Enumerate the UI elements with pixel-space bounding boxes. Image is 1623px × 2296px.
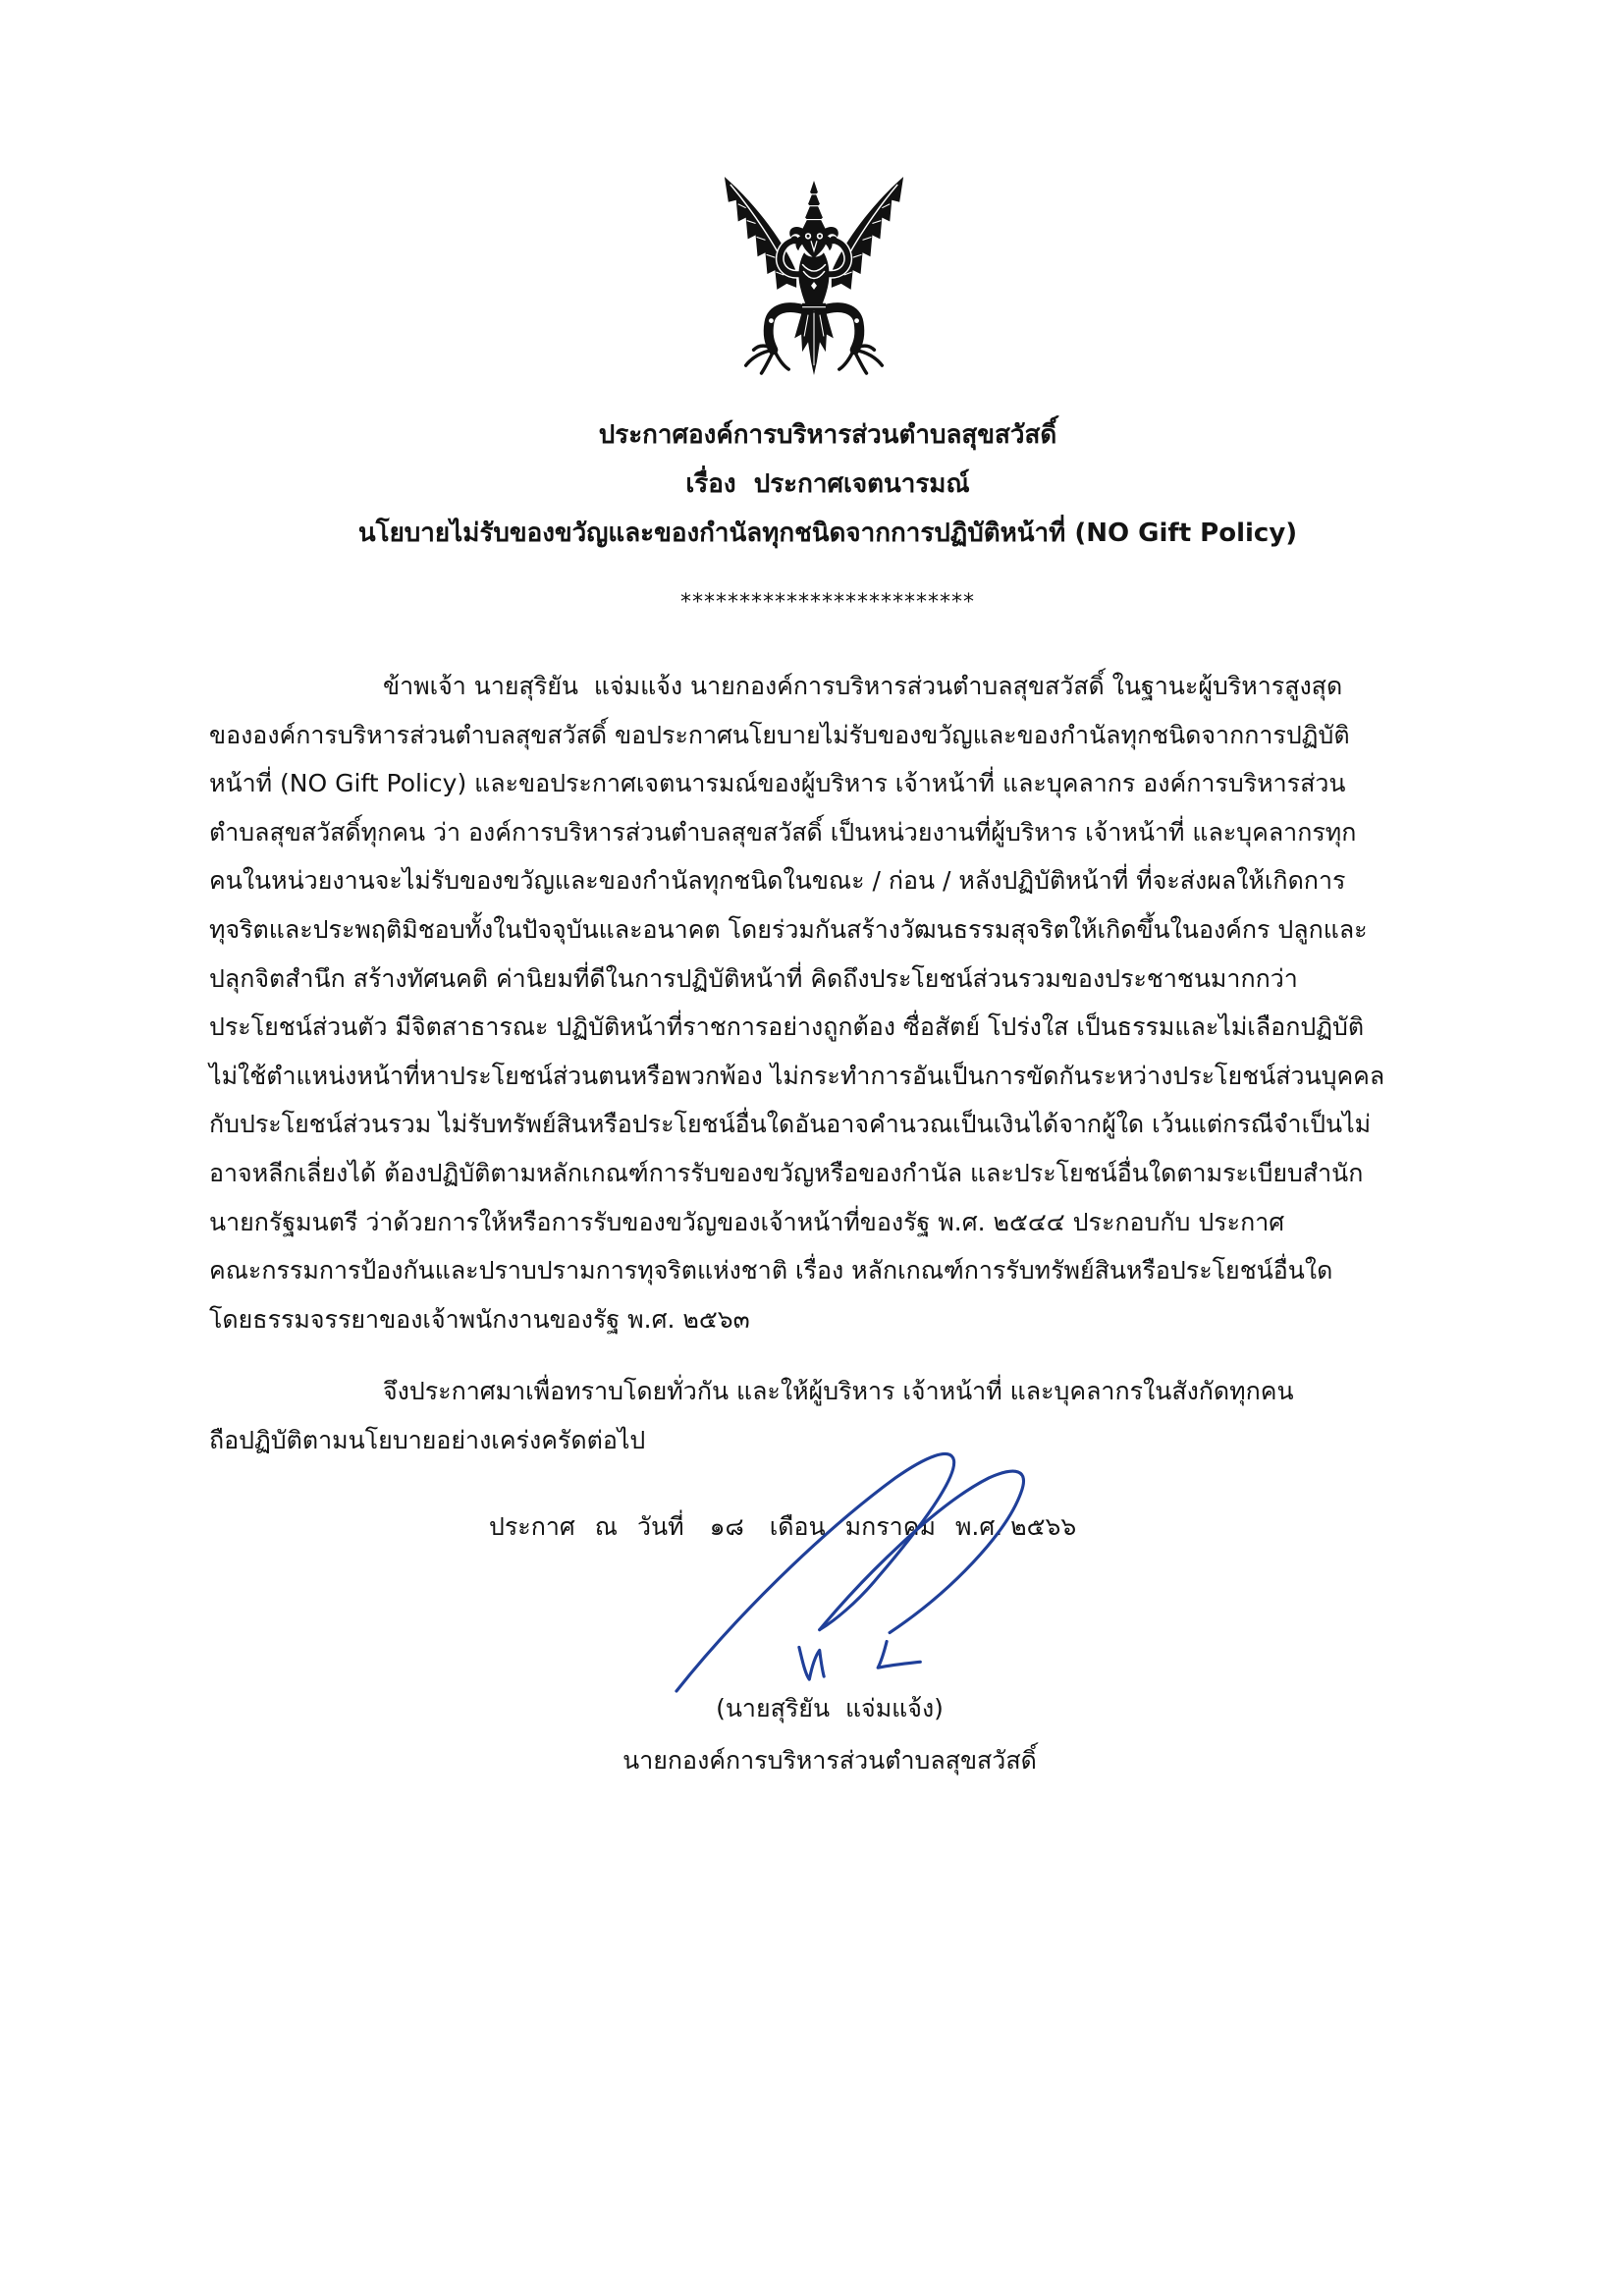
body-line: ทุจริตและประพฤติมิชอบทั้งในปัจจุบันและอนาคต โดยร่วมกันสร้างวัฒนธรรมสุจริตให้เกิดขึ้นในองค์กร ปลูกและ xyxy=(209,914,1368,944)
date-at-label: ณ xyxy=(594,1512,618,1541)
body-line: ขององค์การบริหารส่วนตำบลสุขสวัสดิ์ ขอประกาศนโยบายไม่รับของขวัญและของกำนัลทุกชนิดจากการปฏิบัติ xyxy=(209,720,1350,749)
body-line: กับประโยชน์ส่วนรวม ไม่รับทรัพย์สินหรือประโยชน์อื่นใดอันอาจคำนวณเป็นเงินได้จากผู้ใด เว้นแต่กรณีจำเป็นไม่ xyxy=(209,1110,1372,1139)
body-line: ประโยชน์ส่วนตัว มีจิตสาธารณะ ปฏิบัติหน้าที่ราชการอย่างถูกต้อง ซื่อสัตย์ โปร่งใส เป็นธรรมและไม่เลือกปฏิบัติ xyxy=(209,1012,1365,1042)
policy-title: นโยบายไม่รับของขวัญและของกำนัลทุกชนิดจากการปฏิบัติหน้าที่ (NO Gift Policy) xyxy=(357,519,1298,548)
body-line: คนในหน่วยงานจะไม่รับของขวัญและของกำนัลทุกชนิดในขณะ / ก่อน / หลังปฏิบัติหน้าที่ ที่จะส่งผลให้เกิดการ xyxy=(209,866,1346,896)
body-line: ไม่ใช้ตำแหน่งหน้าที่หาประโยชน์ส่วนตนหรือพวกพ้อง ไม่กระทำการอันเป็นการขัดกันระหว่างประโยชน์ส่วนบุคคล xyxy=(209,1061,1385,1090)
date-year: พ.ศ. ๒๕๖๖ xyxy=(954,1512,1077,1541)
body-line: อาจหลีกเลี่ยงได้ ต้องปฏิบัติตามหลักเกณฑ์การรับของขวัญหรือของกำนัล และประโยชน์อื่นใดตามระเบียบสำนัก xyxy=(209,1158,1364,1187)
announcement-date xyxy=(489,1503,1373,1552)
announcement-body-paragraph-1 xyxy=(209,662,1415,1343)
date-day-label: วันที่ xyxy=(636,1512,684,1541)
date-month: มกราคม xyxy=(844,1512,936,1541)
body-line: หน้าที่ (NO Gift Policy) และขอประกาศเจตนารมณ์ของผู้บริหาร เจ้าหน้าที่ และบุคลากร องค์การบริหารส่วน xyxy=(209,769,1346,798)
date-day: ๑๘ xyxy=(709,1512,744,1541)
body-line: คณะกรรมการป้องกันและปราบปรามการทุจริตแห่งชาติ เรื่อง หลักเกณฑ์การรับทรัพย์สินหรือประโยชน์อื่นใด xyxy=(209,1256,1333,1285)
signatory-block xyxy=(535,1682,1124,1786)
subject-line: เรื่อง ประกาศเจตนารมณ์ xyxy=(685,469,970,499)
signatory-position: นายกองค์การบริหารส่วนตำบลสุขสวัสดิ์ xyxy=(622,1746,1037,1775)
announcement-header xyxy=(209,410,1446,558)
handwritten-signature xyxy=(674,1449,1066,1715)
announcement-body-paragraph-2 xyxy=(209,1367,1415,1464)
body-line: จึงประกาศมาเพื่อทราบโดยทั่วกัน และให้ผู้บริหาร เจ้าหน้าที่ และบุคลากรในสังกัดทุกคน xyxy=(383,1377,1294,1405)
body-line: โดยธรรมจรรยาของเจ้าพนักงานของรัฐ พ.ศ. ๒๕๖๓ xyxy=(209,1304,750,1334)
body-line: ปลุกจิตสำนึก สร้างทัศนคติ ค่านิยมที่ดีในการปฏิบัติหน้าที่ คิดถึงประโยชน์ส่วนรวมของประชาชนมากกว่า xyxy=(209,963,1298,993)
body-line: ตำบลสุขสวัสดิ์ทุกคน ว่า องค์การบริหารส่วนตำบลสุขสวัสดิ์ เป็นหน่วยงานที่ผู้บริหาร เจ้าหน้าที่ และบุคลากรทุก xyxy=(209,817,1357,847)
body-line: ถือปฏิบัติตามนโยบายอย่างเคร่งครัดต่อไป xyxy=(209,1425,646,1454)
date-month-label: เดือน xyxy=(769,1512,826,1541)
garuda-emblem-icon xyxy=(716,175,912,379)
announcement-title: ประกาศองค์การบริหารส่วนตำบลสุขสวัสดิ์ xyxy=(598,420,1057,450)
signatory-name: (นายสุริยัน แจ่มแจ้ง) xyxy=(716,1694,944,1722)
separator-line: ************************* xyxy=(680,590,975,615)
date-announce-label: ประกาศ xyxy=(489,1512,575,1541)
body-line: นายกรัฐมนตรี ว่าด้วยการให้หรือการรับของขวัญของเจ้าหน้าที่ของรัฐ พ.ศ. ๒๕๔๔ ประกอบกับ ประกาศ xyxy=(209,1207,1285,1236)
body-line: ข้าพเจ้า นายสุริยัน แจ่มแจ้ง นายกองค์การบริหารส่วนตำบลสุขสวัสดิ์ ในฐานะผู้บริหารสูงสุด xyxy=(383,672,1343,700)
